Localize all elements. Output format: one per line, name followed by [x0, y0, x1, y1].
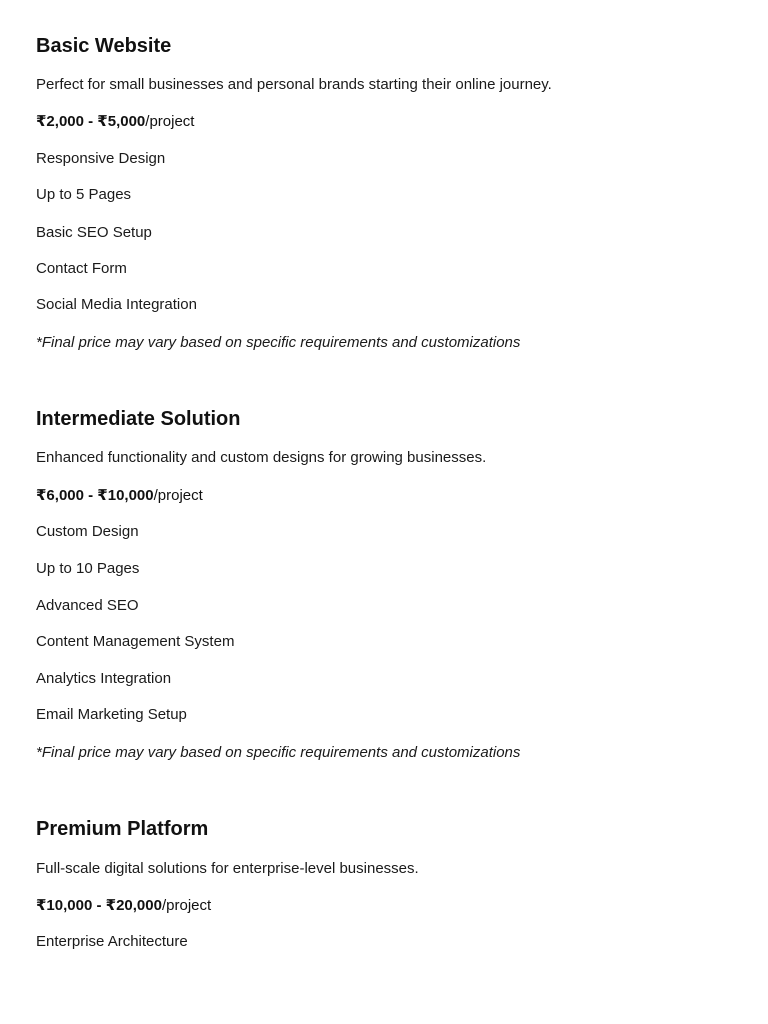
feature-item: Up to 5 Pages [36, 186, 132, 203]
feature-item: Enterprise Architecture [36, 933, 188, 950]
feature-item: Social Media Integration [36, 296, 197, 313]
price-amount: ₹10,000 - ₹20,000 [36, 897, 162, 914]
feature-item: Email Marketing Setup [36, 706, 187, 723]
price-disclaimer: *Final price may vary based on specific requirements and customizations [36, 334, 521, 351]
price-amount: ₹6,000 - ₹10,000 [36, 487, 154, 504]
plan-price [36, 896, 211, 916]
plan-title: Intermediate Solution [36, 408, 241, 430]
price-unit: /project [153, 487, 203, 504]
plan-price [36, 112, 194, 132]
feature-item: Contact Form [36, 260, 127, 277]
plan-description: Full-scale digital solutions for enterprise-level businesses. [36, 860, 419, 877]
plan-title: Premium Platform [36, 818, 209, 840]
feature-item: Custom Design [36, 523, 139, 540]
plan-price [36, 486, 203, 506]
price-disclaimer: *Final price may vary based on specific requirements and customizations [36, 744, 521, 761]
feature-item: Up to 10 Pages [36, 560, 140, 577]
feature-item: Analytics Integration [36, 670, 172, 687]
price-unit: /project [161, 897, 212, 914]
price-amount: ₹2,000 - ₹5,000 [36, 113, 146, 130]
feature-item: Content Management System [36, 633, 235, 650]
price-unit: /project [145, 113, 195, 130]
plan-intermediate [36, 407, 736, 761]
feature-item: Responsive Design [36, 150, 166, 167]
plan-description: Enhanced functionality and custom designs for growing businesses. [36, 449, 487, 466]
plan-description: Perfect for small businesses and personal brands starting their online journey. [36, 76, 552, 93]
feature-item: Advanced SEO [36, 597, 139, 614]
plan-basic [36, 34, 736, 351]
plan-premium [36, 817, 736, 950]
plan-title: Basic Website [36, 35, 172, 57]
feature-item: Basic SEO Setup [36, 224, 152, 241]
